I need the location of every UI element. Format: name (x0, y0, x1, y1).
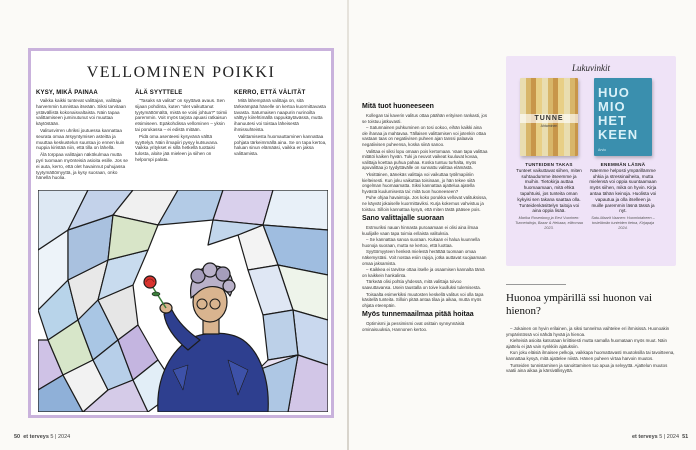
book-credit: Satu-Maarit Vaanen: Huomiotaheen – tosielämän tunteiden tietoa, Kirjapaja 2024. (591, 216, 655, 230)
page-gutter (347, 0, 349, 450)
book-text: Näemme helposti ympärillämme uhkia ja stressinaiheita, mutta mielensä voi oppia suuntaamaan myös siihen, mikä on hyvin. Kirja antaa tähän keinoja. Huolista voi vapautua ja olla itselleen ja muille paremmin läsnä tässä ja nyt. (589, 167, 657, 214)
paragraph: Valittamisesta huomauttaminen kannattaa pohjata tärkeimmällä aina. Se on tapa kertoa, haluan sinun elämääsi, vaikka en jaksa valittamista. (234, 133, 327, 157)
column-heading: KYSY, MIKÄ PAINAA (36, 90, 98, 96)
page-footer-left (14, 434, 70, 440)
paragraph: Kun joku eläisiä ilmaisee pelkoja, vaikkapa huomattavasti muutoksilla tai tavoitteena, kannattaa kysyä, mitä ajattelee niistä. Hänen puheen virtaa harvoin muutos. (506, 350, 675, 361)
book-description-2 (589, 162, 657, 231)
paragraph: – Se kannattaa sanoa suoraan. Kukaan ei halua kuunnella huonoja suoraan, mutta se kertoo, että luottaa. (362, 237, 480, 248)
article-title: VELLOMINEN POIKKI (86, 64, 276, 81)
section-heading: Sano valittajalle suoraan (362, 215, 445, 223)
magazine-name: et terveys (632, 434, 658, 440)
paragraph: Tärkeää olisi pohtia yhdessä, mitä valittaja toivoo saavuttavansa. Usein taustalla on toive kuulluksi tulemisesta. (362, 279, 481, 291)
paragraph: Kielteisiä asioita katsotaan kriittisesti mutta samalla huomataan myös muut. Näin ajattelu ei jää vain synkkiin ajatuksiin. (506, 338, 667, 349)
book-credit: Marika Rosenborg ja Eevi Vuorinen: Tunnetaitoja, Bazar & Hekaaa, ellimmaa 2023. (515, 216, 583, 230)
paragraph: Optimismi ja pessimismi ovat osittain synnynnäisiä ominaisuuksia, Hannonen kertoo. (362, 321, 465, 332)
magazine-name: et terveys (23, 434, 49, 440)
paragraph: Tunteiden tunnistaminen ja sanoittaminen tuo apua ja selvyyttä. Ajattelun muutos vaatii aina aikaa ja kärsivällisyyttä. (506, 362, 668, 374)
paragraph: Puhe ohjaa havaintoja. Jos koko porukka vellovat valituksissa, ne käyvät jokaiselle kuormittaviksi. Kurja kokemus vahvistuu ja toistuu. Silloin kannattaa kysyä, että miten tästä pääsee pois. (362, 195, 488, 212)
section-heading: Myös tunnemaailmaa pitää hoitaa (362, 311, 474, 319)
page-number: 51 (682, 434, 689, 440)
column-heading: KERRO, ETTÄ VÄLITÄT (234, 90, 306, 96)
book-cover-2 (594, 78, 652, 156)
paragraph: Valitusvirren uhriksi joutuessa kannattaa seurata omaa ärsyyntymisen asteitta ja muuttaa keskustelun suuntaa jo ennen kuin nuppia kiristää niin, että tilla on lähellä. (36, 127, 125, 151)
article-columns (36, 88, 328, 182)
column-heading: ÄLÄ SYYTTELE (135, 90, 183, 96)
column-2 (135, 88, 228, 182)
paragraph: Mitä lähempänä valittaja on, sitä tärkeämpää hänelle on kertoa kuormittavasta tavasta. Saturnaisen naapurin nurinoilta välttyy kiirehtimällä rappukäytävässä, mutta ihanuutesi voi toistaa läheisestä ihmissuhteista. (234, 98, 326, 132)
page-footer-right (632, 434, 688, 440)
side-heading: Huonoa ympärillä ssi huonon vai hienon? (506, 292, 653, 317)
column-1 (36, 88, 129, 182)
reading-tips-title: Lukuvinkit (572, 63, 610, 73)
paragraph: – Jokainen on hyvin erilainen, ja siksi tunnelma vaihtelee eri ihmisissä. Huonoakin ympäristössä voi nähdä hyvää ja hienoa. (506, 326, 670, 337)
paragraph: Vaikka kaikki tuntevat valittajan, valittaja harvemmin tunnistaa itseään. Siksi tarvitaan ystävällistä kokonaisvaltaista. Näin tapaa valittamiseen juminutunut voi muuttaa käytöstään. (36, 98, 126, 127)
paragraph: Toisaalta esimerkiksi muutosten keskellä valitus voi olla tapa käsitellä tunteita. Silloin pitää antaa tilaa ja aikaa, mutta myös ohjata eteenpäin. (362, 291, 484, 308)
paragraph: Kollegan tai kaverin valitus ottaa päähän erityisen rankasti, jos se toistuu jatkuvasti. (362, 113, 488, 124)
book-cover-subtitle: Ahtaminen (540, 124, 558, 128)
paragraph: "Tasaks sä valitat" on syyttävä avaus. Sen sijaan pohdinta, kuten "olet vaikuttanut tyytymättömältä, mistä se voisi johtua?" toimii paremmin. Voit myös tarjota apuasi ratkaisun etsimiseen. Epäkohdissa vellominen – yksin tai porukassa – ei edistä mitään. (135, 98, 228, 132)
book-heading: ENEMMÄN LÄSNÄ (600, 162, 646, 167)
book-cover-title: TUNNE (520, 114, 578, 123)
book-cover-subtitle: Arvio (598, 148, 606, 152)
mosaic-illustration (38, 190, 328, 412)
side-column (506, 326, 676, 375)
paragraph: Pidä oma asenteesi kysyvänä välttä syyttelyä. Näin ilmapiiri pysyy kutsuvana. Vaikka yritykset ei sillä hetkellä tuottaisi tulosta, aloite jää mieleen ja siihen on helpompi palata. (135, 133, 219, 162)
book-cover-title: HUO MIO HET KEEN (598, 85, 639, 142)
paragraph: Syyttömyyteen henkeä mielestä herättää tuomaan omaa näkemystäsi. Voit nostaa esiin rajoja, jotka auttavat suojaamaan omaa jaksamista. (362, 249, 487, 266)
paragraph: Älä torppaa valittajan näkökulmaa mutta pyri tuomaan myönteisiä asioita esille. Jos se ei auta, kerro, että olet havainnut puhujassa tyytymättömyyttä, ja kysy suoraan, onko hänellä huolia. (36, 152, 128, 181)
issue-number: 5 | 2024 (50, 434, 71, 440)
book-cover-1 (520, 78, 578, 156)
paragraph: – Satunnainen puhkuminen on tosi ookoo, eihän kaikki aina ole ihanaa ja mahtavaa. Tällaisen valittamisen voi jotenkin ottaa vastaan taas on negatiivisen puheen ajan tanssi palaavia negatiivisen puheensa, koska siinä sanoo. (362, 125, 486, 147)
divider (506, 284, 566, 285)
paragraph: Estmuriksi nauan hinnasta puroaamaan ei olisi aina ilmaa kuulijalle vaan tapa toimia erilaista valituksia. (362, 225, 479, 236)
issue-number: 5 | 2024 (659, 434, 679, 440)
book-heading: TUNTEIDEN TAKAS (525, 162, 573, 167)
article-column-right (362, 100, 488, 334)
book-text: Tunteet vaikuttavat siihen, miten suhtaudumme itseemme ja muihin. Tietokirja auttaa huomaamaan, mitä ehkä tapahtuisi, jos tunteita oman kykyisi sen takana saattaa olla. Tunteidenkäsittelyn taitoja voi aina oppia lisää. (516, 167, 582, 214)
book-description-1 (515, 162, 583, 231)
paragraph: – Kaikkea ei tarvitse ottaa itselle ja osaamisen kannalta tämä on kaikkein hankalinta. (362, 267, 485, 278)
section-heading: Mitä tuot huoneeseen (362, 103, 434, 110)
paragraph: Yksittäinen, äänekäs valittaja voi vaikuttaa työilmapiiriin kielteisesti. Kun joku vaikuttaa toisinaan, jo hän tekee siitä ongelman huomaamatta. Siksi kannattaa ajattelua ajatella hyvästä kuulumisesta tai: mitä tuon huoneeseen? (362, 171, 475, 194)
paragraph: Valittaa ei siksi lopu omaan pois kertomaan. Vaan tapa valittaa mitätöi kaiken hyvän. Tuki ja neuvot vaikeat kuuluvat kovaa, valittaja koettaa puhua pahaa. Koska tuntuu turhalta, myös apuvalittaa jo tyydyttävälle on sunnattu valittaa elämästä. (362, 148, 488, 171)
page-number: 50 (14, 434, 21, 440)
column-3 (234, 88, 327, 182)
